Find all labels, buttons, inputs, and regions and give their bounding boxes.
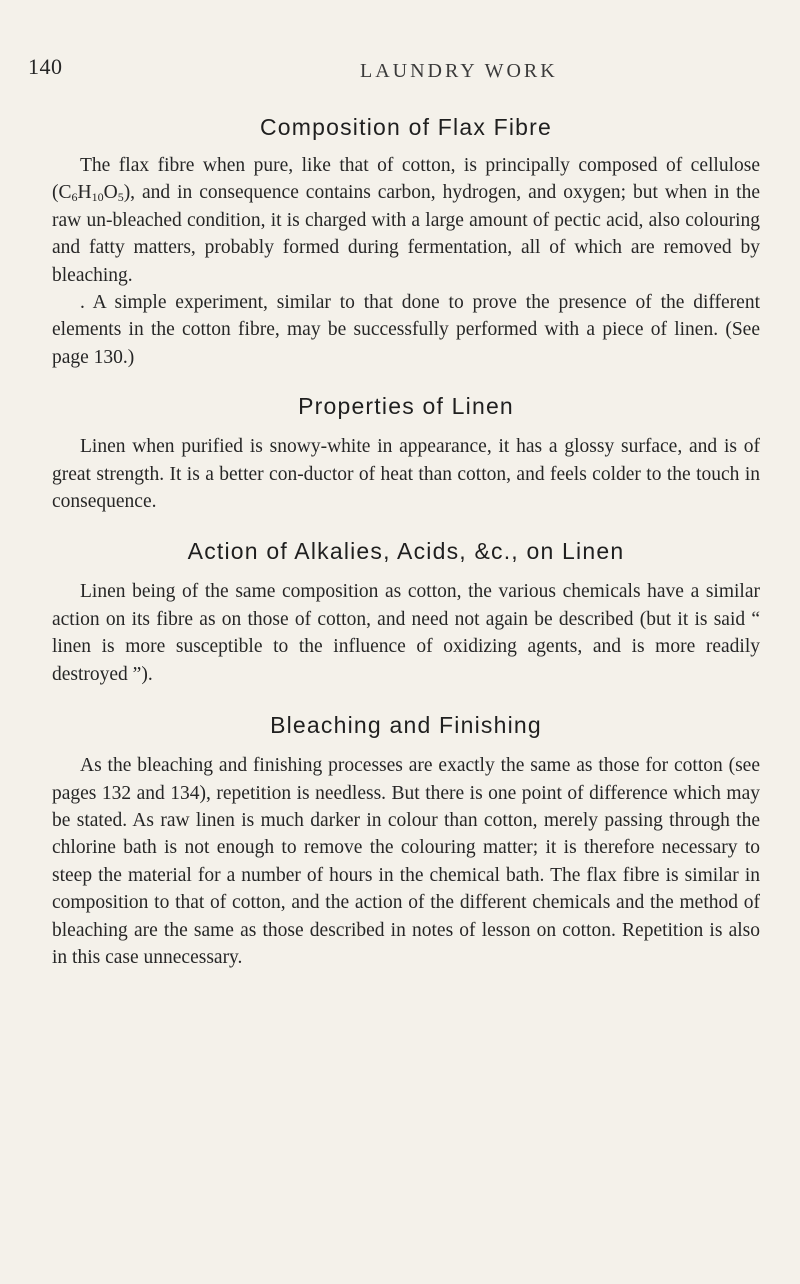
paragraph: Linen being of the same composition as cotton, the various chemicals have a similar action on its fibre as on those of cotton, and need not again be described (but it is said “ linen is more susceptible to the influence of oxidizing agents, and is more readily destroyed ”). (52, 581, 760, 685)
paragraph: Linen when purified is snowy-white in appearance, it has a glossy surface, and is of great strength. It is a better con-ductor of heat than cotton, and feels colder to the touch in consequence. (52, 436, 760, 513)
section-heading: Bleaching and Finishing (270, 712, 542, 739)
formula-element: O (103, 182, 118, 204)
formula-subscript: 10 (91, 190, 104, 205)
paragraph: As the bleaching and finishing processes are exactly the same as those for cotton (see pages 132 and 134), repetition is needless. But there is one point of difference which may be stated. As raw linen is much darker in colour than cotton, merely passing through the chlorine bath is not enough to remove the colouring matter; it is therefore necessary to steep the material for a number of hours in the chemical bath. The flax fibre is similar in composition to that of cotton, and the action of the different chemicals and the method of bleaching are the same as those described in notes of lesson on cotton. Repetition is also in this case unnecessary. (52, 755, 760, 968)
running-title: LAUNDRY WORK (360, 60, 558, 82)
page-body (52, 104, 760, 971)
paragraph-text: The flax fibre when pure, like that of cotton, is principally composed of cellulose (C (52, 155, 760, 204)
formula-subscript: 6 (71, 190, 78, 205)
page-number: 140 (28, 54, 63, 79)
section-heading: Properties of Linen (298, 393, 514, 420)
paragraph: . A simple experiment, similar to that done to prove the presence of the different elements in the cotton fibre, may be successfully performed with a piece of linen. (See page 130.) (52, 292, 760, 368)
section-bleaching-and-finishing (52, 712, 760, 971)
paragraph-text: ), and in consequence contains carbon, hydrogen, and oxygen; but when in the raw un-bleached condition, it is charged with a large amount of pectic acid, also colouring and fatty matters, probably formed during fermentation, all of which are removed by bleaching. (52, 182, 760, 286)
running-head (0, 54, 800, 84)
section-composition-of-flax-fibre (52, 114, 760, 371)
section-action-of-alkalies-acids (52, 538, 760, 688)
paragraph (52, 152, 760, 289)
section-heading: Action of Alkalies, Acids, &c., on Linen (187, 538, 625, 565)
section-heading: Composition of Flax Fibre (259, 114, 553, 140)
formula-element: H (77, 182, 92, 204)
section-properties-of-linen (52, 393, 760, 515)
formula-subscript: 5 (117, 190, 124, 205)
